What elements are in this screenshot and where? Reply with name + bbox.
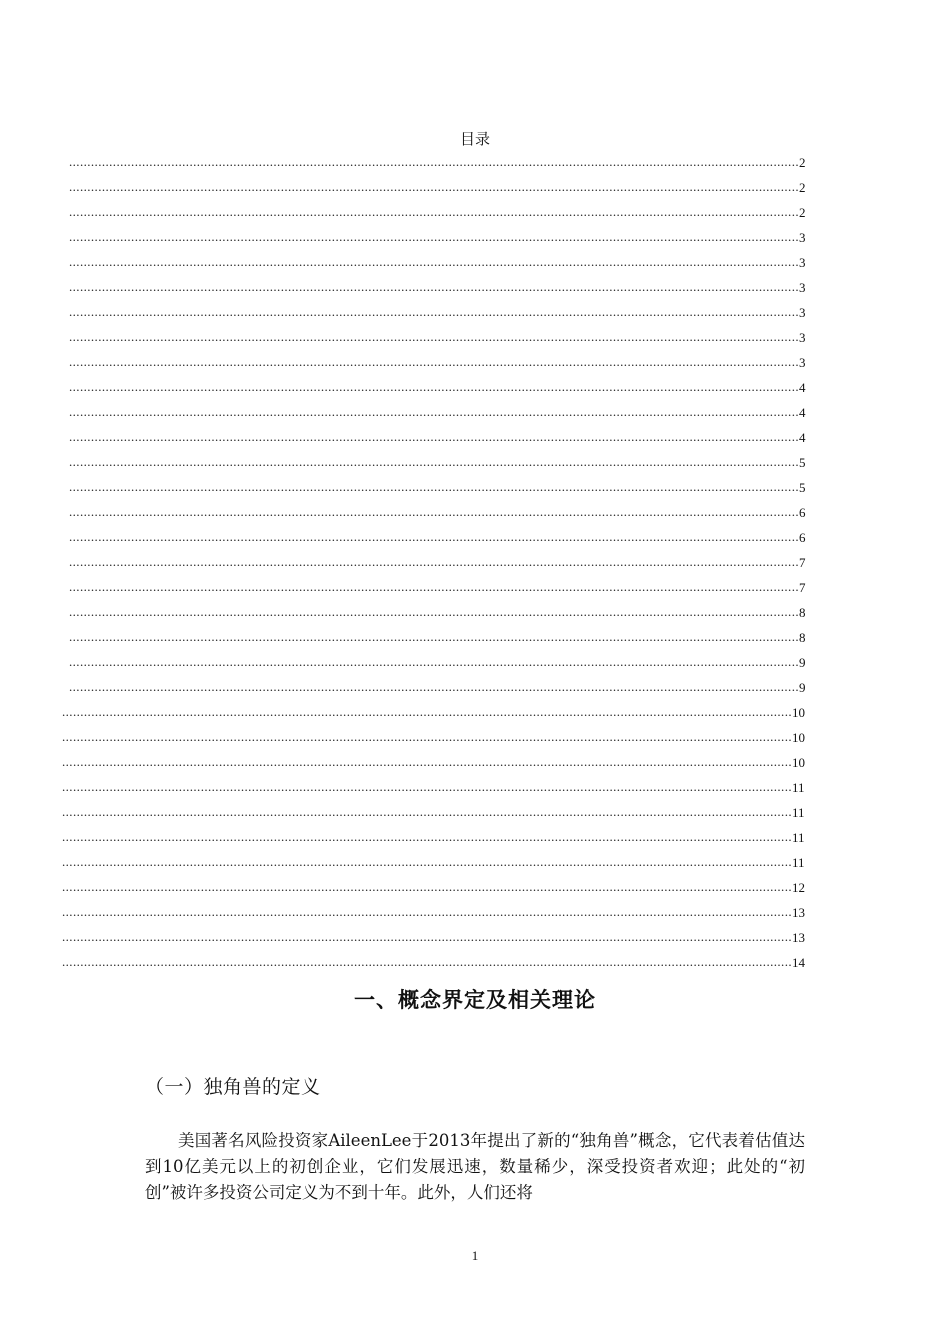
- toc-page-number: 9: [799, 655, 806, 670]
- toc-page-number: 5: [799, 480, 806, 495]
- toc-entry[interactable]: [0, 575, 950, 600]
- toc-dot-leader: ........................................................................................................................................................................................................: [62, 754, 792, 769]
- toc-entry[interactable]: [0, 925, 950, 950]
- toc-page-number: 3: [799, 305, 806, 320]
- toc-dot-leader: ........................................................................................................................................................................................................: [62, 954, 792, 969]
- toc-page-number: 11: [792, 805, 805, 820]
- toc-page-number: 11: [792, 830, 805, 845]
- toc-entry[interactable]: [0, 450, 950, 475]
- toc-page-number: 2: [799, 205, 806, 220]
- toc-dot-leader: ........................................................................................................................................................................................................: [69, 454, 799, 469]
- toc-entry[interactable]: [0, 400, 950, 425]
- toc-entry[interactable]: [0, 725, 950, 750]
- toc-dot-leader: ........................................................................................................................................................................................................: [69, 154, 799, 169]
- toc-entry[interactable]: [0, 200, 950, 225]
- toc-page-number: 11: [792, 855, 805, 870]
- toc-entry[interactable]: [0, 375, 950, 400]
- toc-entry[interactable]: [0, 750, 950, 775]
- toc-entry[interactable]: [0, 425, 950, 450]
- toc-dot-leader: ........................................................................................................................................................................................................: [62, 729, 792, 744]
- toc-page-number: 10: [792, 730, 805, 745]
- toc-entry[interactable]: [0, 475, 950, 500]
- toc-dot-leader: ........................................................................................................................................................................................................: [69, 679, 799, 694]
- toc-entry[interactable]: [0, 300, 950, 325]
- toc-page-number: 8: [799, 630, 806, 645]
- toc-entry[interactable]: [0, 875, 950, 900]
- toc-dot-leader: ........................................................................................................................................................................................................: [69, 554, 799, 569]
- toc-page-number: 4: [799, 430, 806, 445]
- toc-page-number: 6: [799, 530, 806, 545]
- toc-entry[interactable]: [0, 800, 950, 825]
- toc-entry[interactable]: [0, 550, 950, 575]
- toc-dot-leader: ........................................................................................................................................................................................................: [69, 429, 799, 444]
- toc-entry[interactable]: [0, 600, 950, 625]
- toc-dot-leader: ........................................................................................................................................................................................................: [69, 229, 799, 244]
- toc-page-number: 12: [792, 880, 805, 895]
- subsection-heading: （一）独角兽的定义: [145, 1076, 321, 1098]
- toc-dot-leader: ........................................................................................................................................................................................................: [62, 929, 792, 944]
- toc-entry[interactable]: [0, 850, 950, 875]
- toc-entry[interactable]: [0, 500, 950, 525]
- toc-page-number: 2: [799, 180, 806, 195]
- toc-page-number: 4: [799, 405, 806, 420]
- toc-entry[interactable]: [0, 350, 950, 375]
- toc-entry[interactable]: [0, 625, 950, 650]
- toc-entry[interactable]: [0, 175, 950, 200]
- toc-dot-leader: ........................................................................................................................................................................................................: [62, 904, 792, 919]
- toc-page-number: 3: [799, 355, 806, 370]
- toc-page-number: 8: [799, 605, 806, 620]
- toc-dot-leader: ........................................................................................................................................................................................................: [69, 179, 799, 194]
- toc-dot-leader: ........................................................................................................................................................................................................: [69, 354, 799, 369]
- toc-dot-leader: ........................................................................................................................................................................................................: [69, 404, 799, 419]
- toc-page-number: 9: [799, 680, 806, 695]
- toc-dot-leader: ........................................................................................................................................................................................................: [69, 629, 799, 644]
- toc-entry[interactable]: [0, 675, 950, 700]
- toc-page-number: 14: [792, 955, 805, 970]
- toc-page-number: 10: [792, 755, 805, 770]
- toc-dot-leader: ........................................................................................................................................................................................................: [69, 254, 799, 269]
- toc-dot-leader: ........................................................................................................................................................................................................: [69, 504, 799, 519]
- toc-entry[interactable]: [0, 225, 950, 250]
- toc-title: 目录: [459, 130, 490, 148]
- toc-page-number: 11: [792, 780, 805, 795]
- toc-entry[interactable]: [0, 700, 950, 725]
- toc-entry[interactable]: [0, 250, 950, 275]
- toc-page-number: 3: [799, 230, 806, 245]
- toc-entry[interactable]: [0, 525, 950, 550]
- toc-page-number: 7: [799, 580, 806, 595]
- toc-dot-leader: ........................................................................................................................................................................................................: [69, 279, 799, 294]
- toc-dot-leader: ........................................................................................................................................................................................................: [62, 854, 792, 869]
- toc-dot-leader: ........................................................................................................................................................................................................: [69, 304, 799, 319]
- toc-page-number: 13: [792, 905, 805, 920]
- toc-page-number: 13: [792, 930, 805, 945]
- table-of-contents: [0, 150, 950, 975]
- toc-entry[interactable]: [0, 950, 950, 975]
- toc-entry[interactable]: [0, 650, 950, 675]
- toc-dot-leader: ........................................................................................................................................................................................................: [62, 829, 792, 844]
- toc-page-number: 10: [792, 705, 805, 720]
- toc-entry[interactable]: [0, 825, 950, 850]
- page-number: 1: [471, 1248, 479, 1263]
- toc-dot-leader: ........................................................................................................................................................................................................: [69, 479, 799, 494]
- toc-page-number: 5: [799, 455, 806, 470]
- toc-dot-leader: ........................................................................................................................................................................................................: [69, 379, 799, 394]
- toc-dot-leader: ........................................................................................................................................................................................................: [69, 579, 799, 594]
- toc-page-number: 2: [799, 155, 806, 170]
- body-paragraph: 美国著名风险投资家AileenLee于2013年提出了新的“独角兽”概念，它代表着估值达到10亿美元以上的初创企业，它们发展迅速，数量稀少，深受投资者欢迎；此处的“初创”被许多投资公司定义为不到十年。此外，人们还将: [145, 1131, 805, 1202]
- toc-page-number: 3: [799, 280, 806, 295]
- toc-dot-leader: ........................................................................................................................................................................................................: [69, 654, 799, 669]
- toc-dot-leader: ........................................................................................................................................................................................................: [62, 704, 792, 719]
- toc-entry[interactable]: [0, 325, 950, 350]
- toc-dot-leader: ........................................................................................................................................................................................................: [69, 329, 799, 344]
- toc-entry[interactable]: [0, 150, 950, 175]
- toc-entry[interactable]: [0, 275, 950, 300]
- toc-page-number: 4: [799, 380, 806, 395]
- toc-dot-leader: ........................................................................................................................................................................................................: [62, 804, 792, 819]
- toc-dot-leader: ........................................................................................................................................................................................................: [69, 604, 799, 619]
- toc-dot-leader: ........................................................................................................................................................................................................: [69, 204, 799, 219]
- toc-page-number: 7: [799, 555, 806, 570]
- toc-entry[interactable]: [0, 775, 950, 800]
- toc-page-number: 3: [799, 330, 806, 345]
- toc-page-number: 3: [799, 255, 806, 270]
- toc-page-number: 6: [799, 505, 806, 520]
- toc-dot-leader: ........................................................................................................................................................................................................: [69, 529, 799, 544]
- toc-dot-leader: ........................................................................................................................................................................................................: [62, 779, 792, 794]
- section-heading: 一、概念界定及相关理论: [354, 988, 596, 1012]
- toc-dot-leader: ........................................................................................................................................................................................................: [62, 879, 792, 894]
- toc-entry[interactable]: [0, 900, 950, 925]
